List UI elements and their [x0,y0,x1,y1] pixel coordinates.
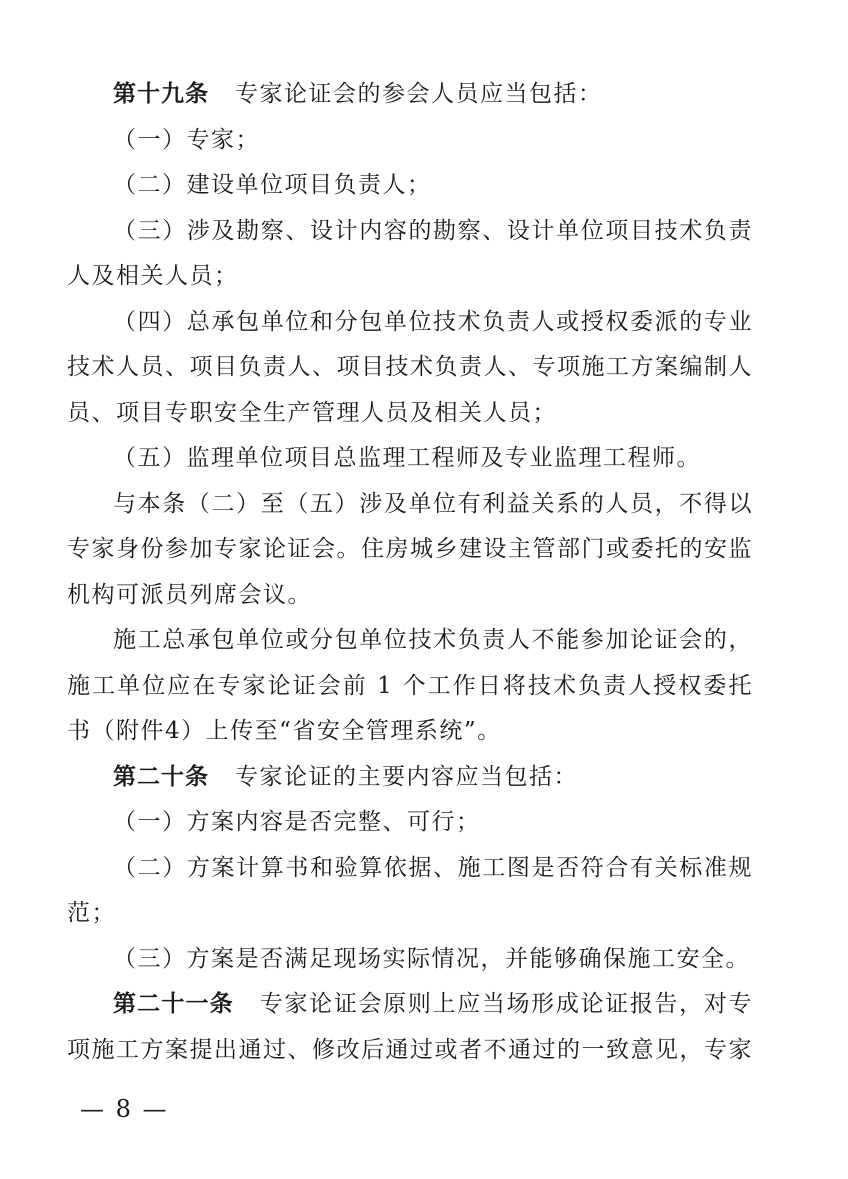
paragraph-text: （二）建设单位项目负责人； [113,172,432,198]
paragraph-text: 与本条（二）至（五）涉及单位有利益关系的人员，不得以专家身份参加专家论证会。住房城乡建设主管部门或委托的安监机构可派员列席会议。 [67,490,753,608]
paragraph-body [67,618,753,755]
paragraph-text: （三）涉及勘察、设计内容的勘察、设计单位项目技术负责人及相关人员； [67,217,753,289]
paragraph-text: （二）方案计算书和验算依据、施工图是否符合有关标准规范； [67,854,753,926]
paragraph-text: （四）总承包单位和分包单位技术负责人或授权委派的专业技术人员、项目负责人、项目技术负责人、专项施工方案编制人员、项目专职安全生产管理人员及相关人员； [67,308,753,426]
paragraph-item [67,800,753,846]
paragraph-text: 专家论证会原则上应当场形成论证报告，对专项施工方案提出通过、修改后通过或者不通过的一致意见，专家 [67,991,754,1063]
article-title: 第二十条 [113,763,209,790]
paragraph-article-19 [67,72,753,118]
paragraph-text: （一）方案内容是否完整、可行； [113,809,481,835]
paragraph-item [67,300,753,437]
page-number: — 8 — [80,1095,169,1123]
paragraph-text: （五）监理单位项目总监理工程师及专业监理工程师。 [113,445,701,471]
paragraph-item [67,209,753,300]
paragraph-item [67,846,753,937]
paragraph-article-20 [67,755,753,801]
paragraph-text: （三）方案是否满足现场实际情况，并能够确保施工安全。 [113,945,750,972]
paragraph-text: 专家论证会的参会人员应当包括： [235,81,603,107]
paragraph-text: 施工总承包单位或分包单位技术负责人不能参加论证会的，施工单位应在专家论证会前 1 个工作日将技术负责人授权委托书（附件4）上传至“省安全管理系统”。 [67,627,753,744]
paragraph-item [67,118,753,164]
document-body [67,72,753,1073]
paragraph-item [67,436,753,482]
article-title: 第十九条 [113,81,209,107]
paragraph-item [67,937,753,983]
paragraph-text: （一）专家； [113,126,260,153]
paragraph-body [67,482,753,619]
article-title: 第二十一条 [113,991,234,1017]
paragraph-text: 专家论证的主要内容应当包括： [235,763,578,790]
paragraph-article-21 [67,982,753,1073]
paragraph-item [67,163,753,209]
